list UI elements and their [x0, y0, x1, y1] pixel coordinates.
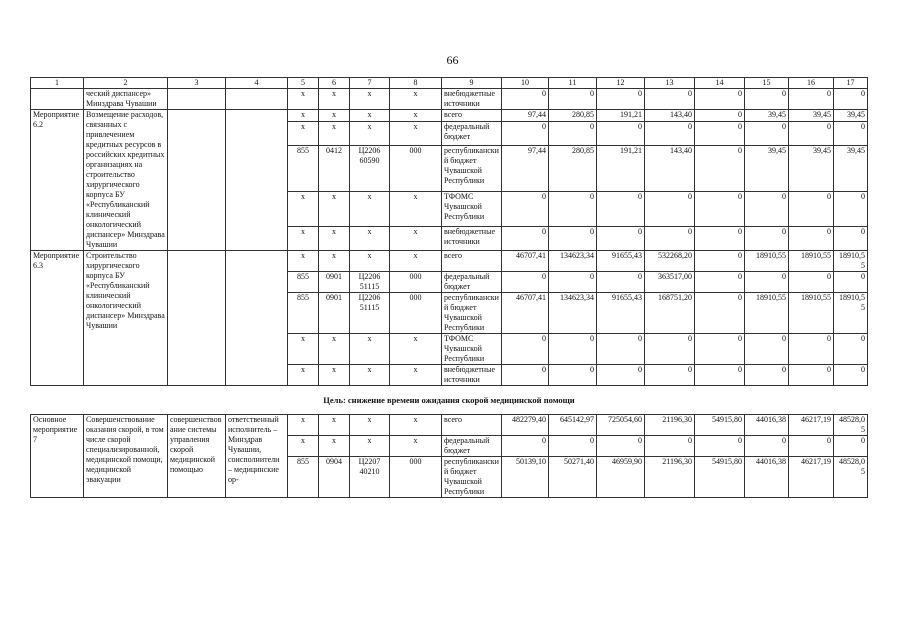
- section-cell: x: [319, 251, 350, 272]
- funding-source-cell: внебюджетные источники: [442, 227, 502, 251]
- expense-group-cell: x: [390, 89, 442, 110]
- value-cell: 0: [789, 272, 834, 293]
- value-cell: 645142,97: [549, 415, 597, 436]
- expense-group-cell: x: [390, 110, 442, 122]
- value-cell: 0: [789, 334, 834, 365]
- funding-source-cell: всего: [442, 251, 502, 272]
- value-cell: 46217,19: [789, 457, 834, 498]
- value-cell: 18910,55: [834, 293, 868, 334]
- column-number-2: 2: [84, 78, 168, 89]
- value-cell: 0: [549, 227, 597, 251]
- value-cell: 0: [549, 89, 597, 110]
- value-cell: 0: [549, 365, 597, 386]
- target-article-cell: Ц2206 60590: [350, 146, 390, 192]
- value-cell: 280,85: [549, 146, 597, 192]
- budget-table: [30, 77, 868, 498]
- value-cell: 0: [695, 436, 745, 457]
- value-cell: 46217,19: [789, 415, 834, 436]
- value-cell: 0: [834, 192, 868, 227]
- value-cell: 0: [549, 334, 597, 365]
- value-cell: 0: [645, 334, 695, 365]
- value-cell: 0: [695, 146, 745, 192]
- grbs-cell: x: [288, 192, 319, 227]
- section-cell: x: [319, 122, 350, 146]
- value-cell: 18910,55: [789, 293, 834, 334]
- value-cell: 363517,00: [645, 272, 695, 293]
- value-cell: 0: [695, 251, 745, 272]
- value-cell: 39,45: [745, 110, 789, 122]
- value-cell: 0: [745, 122, 789, 146]
- section-cell: x: [319, 334, 350, 365]
- target-article-cell: x: [350, 365, 390, 386]
- table-row: [31, 89, 868, 110]
- funding-source-cell: республиканский бюджет Чувашской Республики: [442, 293, 502, 334]
- value-cell: 39,45: [789, 110, 834, 122]
- grbs-cell: x: [288, 122, 319, 146]
- event-description-cell: Совершенствование оказания скорой, в том числе скорой специализированной, медицинской помощи, медицинской эвакуации: [84, 415, 168, 498]
- target-article-cell: x: [350, 415, 390, 436]
- value-cell: 532268,20: [645, 251, 695, 272]
- value-cell: 0: [645, 227, 695, 251]
- event-name-cell: Мероприятие 6.3: [31, 251, 84, 386]
- funding-source-cell: федеральный бюджет: [442, 272, 502, 293]
- expense-group-cell: 000: [390, 293, 442, 334]
- value-cell: 46707,41: [502, 293, 549, 334]
- funding-source-cell: федеральный бюджет: [442, 122, 502, 146]
- funding-source-cell: республиканский бюджет Чувашской Республики: [442, 457, 502, 498]
- value-cell: 725054,60: [597, 415, 645, 436]
- value-cell: 0: [695, 89, 745, 110]
- column-number-4: 4: [226, 78, 288, 89]
- executor-cell: [226, 251, 288, 386]
- value-cell: 0: [789, 89, 834, 110]
- event-name-cell: [31, 89, 84, 110]
- section-cell: 0412: [319, 146, 350, 192]
- value-cell: 0: [745, 227, 789, 251]
- grbs-cell: x: [288, 334, 319, 365]
- page-number: 66: [446, 53, 459, 67]
- value-cell: 50139,10: [502, 457, 549, 498]
- grbs-cell: 855: [288, 457, 319, 498]
- column-number-7: 7: [350, 78, 390, 89]
- value-cell: 0: [597, 192, 645, 227]
- target-article-cell: x: [350, 122, 390, 146]
- expense-group-cell: x: [390, 334, 442, 365]
- funding-source-cell: всего: [442, 415, 502, 436]
- value-cell: 46707,41: [502, 251, 549, 272]
- target-article-cell: x: [350, 110, 390, 122]
- funding-source-cell: федеральный бюджет: [442, 436, 502, 457]
- target-article-cell: x: [350, 251, 390, 272]
- table-row: [31, 415, 868, 436]
- task-cell: [168, 251, 226, 386]
- funding-source-cell: ТФОМС Чувашской Республики: [442, 334, 502, 365]
- value-cell: 0: [502, 334, 549, 365]
- grbs-cell: 855: [288, 146, 319, 192]
- value-cell: 0: [745, 89, 789, 110]
- value-cell: 0: [789, 192, 834, 227]
- column-number-9: 9: [442, 78, 502, 89]
- column-number-17: 17: [834, 78, 868, 89]
- column-number-6: 6: [319, 78, 350, 89]
- target-article-cell: Ц2207 40210: [350, 457, 390, 498]
- executor-cell: ответственный исполнитель – Минздрав Чувашии, соисполнители – медицинские ор-: [226, 415, 288, 498]
- value-cell: 97,44: [502, 110, 549, 122]
- value-cell: 0: [597, 122, 645, 146]
- section-cell: x: [319, 365, 350, 386]
- value-cell: 0: [745, 192, 789, 227]
- value-cell: 0: [597, 436, 645, 457]
- column-number-1: 1: [31, 78, 84, 89]
- value-cell: 0: [789, 122, 834, 146]
- column-number-10: 10: [502, 78, 549, 89]
- value-cell: 18910,55: [834, 251, 868, 272]
- value-cell: 44016,38: [745, 415, 789, 436]
- event-description-cell: Строительство хирургического корпуса БУ «Республиканский клинический онкологический диспансер» Минздрава Чувашии: [84, 251, 168, 386]
- value-cell: 48528,05: [834, 415, 868, 436]
- value-cell: 48528,05: [834, 457, 868, 498]
- event-name-cell: Мероприятие 6.2: [31, 110, 84, 251]
- value-cell: 0: [695, 334, 745, 365]
- executor-cell: [226, 110, 288, 251]
- value-cell: 0: [645, 192, 695, 227]
- section-cell: x: [319, 415, 350, 436]
- value-cell: 0: [597, 272, 645, 293]
- value-cell: 39,45: [745, 146, 789, 192]
- section-cell: 0901: [319, 293, 350, 334]
- expense-group-cell: x: [390, 251, 442, 272]
- event-name-cell: Основное мероприятие 7: [31, 415, 84, 498]
- value-cell: 0: [695, 227, 745, 251]
- value-cell: 97,44: [502, 146, 549, 192]
- value-cell: 0: [789, 436, 834, 457]
- value-cell: 0: [834, 227, 868, 251]
- grbs-cell: x: [288, 110, 319, 122]
- task-cell: [168, 89, 226, 110]
- section-cell: x: [319, 110, 350, 122]
- expense-group-cell: x: [390, 415, 442, 436]
- value-cell: 0: [645, 122, 695, 146]
- value-cell: 0: [834, 365, 868, 386]
- value-cell: 0: [745, 272, 789, 293]
- funding-source-cell: внебюджетные источники: [442, 365, 502, 386]
- grbs-cell: x: [288, 436, 319, 457]
- value-cell: 54915,80: [695, 457, 745, 498]
- value-cell: 0: [695, 122, 745, 146]
- expense-group-cell: x: [390, 227, 442, 251]
- value-cell: 0: [502, 192, 549, 227]
- value-cell: 0: [695, 293, 745, 334]
- funding-source-cell: внебюджетные источники: [442, 89, 502, 110]
- grbs-cell: 855: [288, 272, 319, 293]
- value-cell: 191,21: [597, 146, 645, 192]
- expense-group-cell: 000: [390, 272, 442, 293]
- value-cell: 134623,34: [549, 251, 597, 272]
- section-cell: 0901: [319, 272, 350, 293]
- value-cell: 280,85: [549, 110, 597, 122]
- value-cell: 0: [502, 89, 549, 110]
- section-cell: x: [319, 89, 350, 110]
- expense-group-cell: 000: [390, 146, 442, 192]
- column-number-14: 14: [695, 78, 745, 89]
- column-number-3: 3: [168, 78, 226, 89]
- value-cell: 168751,20: [645, 293, 695, 334]
- value-cell: 0: [645, 365, 695, 386]
- column-number-13: 13: [645, 78, 695, 89]
- value-cell: 0: [502, 436, 549, 457]
- value-cell: 0: [745, 365, 789, 386]
- event-description-cell: ческий диспансер» Минздрава Чувашии: [84, 89, 168, 110]
- goal-row: [31, 386, 868, 415]
- target-article-cell: x: [350, 334, 390, 365]
- value-cell: 0: [502, 272, 549, 293]
- table-row: [31, 110, 868, 122]
- target-article-cell: x: [350, 89, 390, 110]
- value-cell: 0: [549, 122, 597, 146]
- value-cell: 0: [834, 272, 868, 293]
- value-cell: 39,45: [834, 110, 868, 122]
- value-cell: 0: [834, 122, 868, 146]
- grbs-cell: x: [288, 251, 319, 272]
- funding-source-cell: республиканский бюджет Чувашской Республики: [442, 146, 502, 192]
- value-cell: 0: [502, 122, 549, 146]
- expense-group-cell: x: [390, 436, 442, 457]
- value-cell: 44016,38: [745, 457, 789, 498]
- target-article-cell: x: [350, 227, 390, 251]
- value-cell: 18910,55: [745, 293, 789, 334]
- value-cell: 0: [789, 227, 834, 251]
- value-cell: 0: [597, 89, 645, 110]
- value-cell: 143,40: [645, 146, 695, 192]
- value-cell: 91655,43: [597, 251, 645, 272]
- target-article-cell: x: [350, 436, 390, 457]
- section-cell: x: [319, 227, 350, 251]
- value-cell: 0: [789, 365, 834, 386]
- value-cell: 0: [834, 89, 868, 110]
- value-cell: 54915,80: [695, 415, 745, 436]
- table-header-row: [31, 78, 868, 89]
- value-cell: 0: [745, 334, 789, 365]
- goal-heading: Цель: снижение времени ожидания скорой медицинской помощи: [31, 386, 868, 415]
- value-cell: 46959,90: [597, 457, 645, 498]
- value-cell: 0: [549, 192, 597, 227]
- value-cell: 0: [695, 365, 745, 386]
- event-description-cell: Возмещение расходов, связанных с привлечением кредитных ресурсов в российских кредитных организациях на строительство хирургического корпуса БУ «Республиканский клинический онкологический диспансер» Минздрава Чувашии: [84, 110, 168, 251]
- value-cell: 134623,34: [549, 293, 597, 334]
- value-cell: 0: [597, 365, 645, 386]
- value-cell: 0: [645, 89, 695, 110]
- column-number-12: 12: [597, 78, 645, 89]
- value-cell: 39,45: [789, 146, 834, 192]
- column-number-5: 5: [288, 78, 319, 89]
- section-cell: 0904: [319, 457, 350, 498]
- value-cell: 50271,40: [549, 457, 597, 498]
- target-article-cell: Ц2206 51115: [350, 272, 390, 293]
- value-cell: 0: [645, 436, 695, 457]
- table-row: [31, 251, 868, 272]
- grbs-cell: 855: [288, 293, 319, 334]
- value-cell: 0: [549, 272, 597, 293]
- target-article-cell: x: [350, 192, 390, 227]
- value-cell: 0: [695, 110, 745, 122]
- value-cell: 21196,30: [645, 415, 695, 436]
- value-cell: 0: [597, 227, 645, 251]
- value-cell: 0: [695, 272, 745, 293]
- grbs-cell: x: [288, 89, 319, 110]
- value-cell: 143,40: [645, 110, 695, 122]
- target-article-cell: Ц2206 51115: [350, 293, 390, 334]
- value-cell: 0: [549, 436, 597, 457]
- value-cell: 191,21: [597, 110, 645, 122]
- expense-group-cell: 000: [390, 457, 442, 498]
- grbs-cell: x: [288, 227, 319, 251]
- task-cell: [168, 110, 226, 251]
- value-cell: 21196,30: [645, 457, 695, 498]
- expense-group-cell: x: [390, 122, 442, 146]
- grbs-cell: x: [288, 415, 319, 436]
- value-cell: 0: [834, 436, 868, 457]
- funding-source-cell: всего: [442, 110, 502, 122]
- value-cell: 482279,40: [502, 415, 549, 436]
- column-number-11: 11: [549, 78, 597, 89]
- value-cell: 18910,55: [745, 251, 789, 272]
- funding-source-cell: ТФОМС Чувашской Республики: [442, 192, 502, 227]
- expense-group-cell: x: [390, 365, 442, 386]
- value-cell: 0: [597, 334, 645, 365]
- task-cell: совершенствование системы управления скорой медицинской помощью: [168, 415, 226, 498]
- value-cell: 18910,55: [789, 251, 834, 272]
- value-cell: 0: [834, 334, 868, 365]
- executor-cell: [226, 89, 288, 110]
- section-cell: x: [319, 192, 350, 227]
- value-cell: 0: [502, 227, 549, 251]
- value-cell: 0: [502, 365, 549, 386]
- expense-group-cell: x: [390, 192, 442, 227]
- grbs-cell: x: [288, 365, 319, 386]
- section-cell: x: [319, 436, 350, 457]
- column-number-8: 8: [390, 78, 442, 89]
- value-cell: 0: [745, 436, 789, 457]
- column-number-15: 15: [745, 78, 789, 89]
- value-cell: 39,45: [834, 146, 868, 192]
- column-number-16: 16: [789, 78, 834, 89]
- value-cell: 91655,43: [597, 293, 645, 334]
- value-cell: 0: [695, 192, 745, 227]
